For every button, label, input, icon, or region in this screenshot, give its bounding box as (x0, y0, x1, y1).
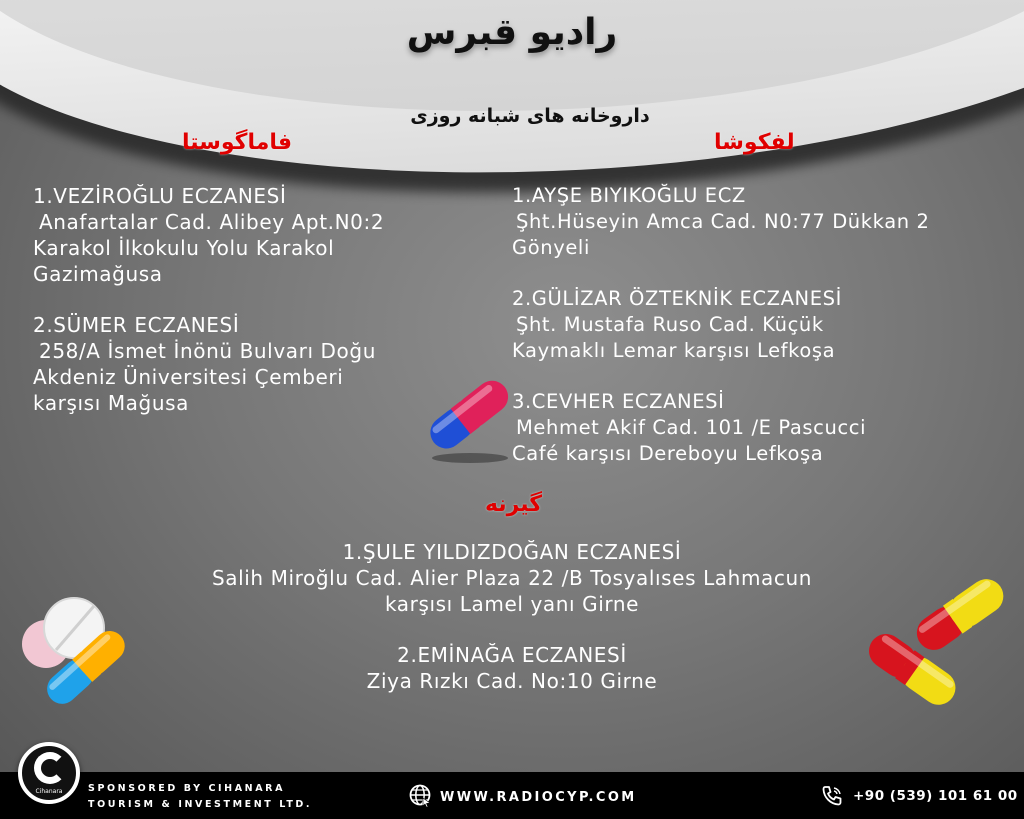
pharmacy-address: Salih Miroğlu Cad. Alier Plaza 22 /B Tosyalıses Lahmacun (211, 566, 813, 590)
pharmacy-address: Mehmet Akif Cad. 101 /E Pascucci (516, 416, 867, 439)
logo-text: Cihanara (35, 788, 63, 795)
pharmacy-lefkosa-1 (512, 183, 930, 261)
pharmacy-address: Café karşısı Dereboyu Lefkoşa (512, 442, 824, 465)
city-heading-lefkosa: لفکوشا (714, 130, 795, 155)
website-link[interactable]: WWW.RADIOCYP.COM (440, 790, 637, 805)
pharmacy-lefkosa-2 (512, 286, 842, 364)
pharmacy-address: Gazimağusa (33, 262, 163, 286)
pharmacy-name: 2.GÜLİZAR ÖZTEKNİK ECZANESİ (512, 287, 842, 310)
logo-c-icon (34, 752, 66, 784)
pills-left-icon (14, 592, 134, 708)
pharmacy-address: Ziya Rızkı Cad. No:10 Girne (366, 669, 658, 693)
pharmacy-address: Şht. Mustafa Ruso Cad. Küçük (516, 313, 824, 336)
red-blue-capsule-icon (420, 370, 520, 466)
pharmacy-address: Akdeniz Üniversitesi Çemberi (33, 365, 344, 389)
pharmacy-address: karşısı Lamel yanı Girne (384, 592, 640, 616)
pharmacy-address: Gönyeli (512, 236, 590, 259)
sponsor-line-2: TOURISM & INVESTMENT LTD. (88, 799, 313, 810)
pharmacy-name: 2.EMİNAĞA ECZANESİ (397, 643, 627, 667)
phone-number[interactable]: +90 (539) 101 61 00 (853, 788, 1018, 804)
pharmacy-famagusta-2 (33, 312, 376, 416)
pharmacy-name: 1.ŞULE YILDIZDOĞAN ECZANESİ (342, 540, 682, 564)
city-heading-famagusta: فاماگوستا (182, 130, 293, 155)
pharmacy-address: karşısı Mağusa (33, 391, 189, 415)
pharmacy-famagusta-1 (33, 183, 384, 287)
pharmacy-name: 1.AYŞE BIYIKOĞLU ECZ (512, 184, 746, 207)
sponsor-text (88, 781, 312, 813)
city-heading-girne: گیرنه (485, 492, 543, 517)
pills-right-icon (862, 568, 1012, 713)
poster-title: رادیو قبرس (406, 12, 618, 53)
pharmacy-name: 2.SÜMER ECZANESİ (33, 313, 240, 337)
poster-subtitle: داروخانه های شبانه روزی (410, 105, 650, 127)
pharmacy-girne-1 (112, 539, 912, 617)
sponsor-line-1: SPONSORED BY CIHANARA (88, 783, 286, 794)
pharmacy-address: Kaymaklı Lemar karşısı Lefkoşa (512, 339, 836, 362)
pharmacy-name: 1.VEZİROĞLU ECZANESİ (33, 184, 287, 208)
pharmacy-address: Şht.Hüseyin Amca Cad. N0:77 Dükkan 2 (516, 210, 930, 233)
pharmacy-address: 258/A İsmet İnönü Bulvarı Doğu (39, 339, 376, 363)
pharmacy-girne-2 (112, 642, 912, 694)
pharmacy-address: Karakol İlkokulu Yolu Karakol (33, 236, 335, 260)
phone-icon (820, 784, 844, 808)
cihanara-logo (18, 742, 80, 804)
globe-icon (408, 783, 432, 807)
pharmacy-name: 3.CEVHER ECZANESİ (512, 390, 725, 413)
pharmacy-address: Anafartalar Cad. Alibey Apt.N0:2 (39, 210, 385, 234)
pharmacy-lefkosa-3 (512, 389, 866, 467)
